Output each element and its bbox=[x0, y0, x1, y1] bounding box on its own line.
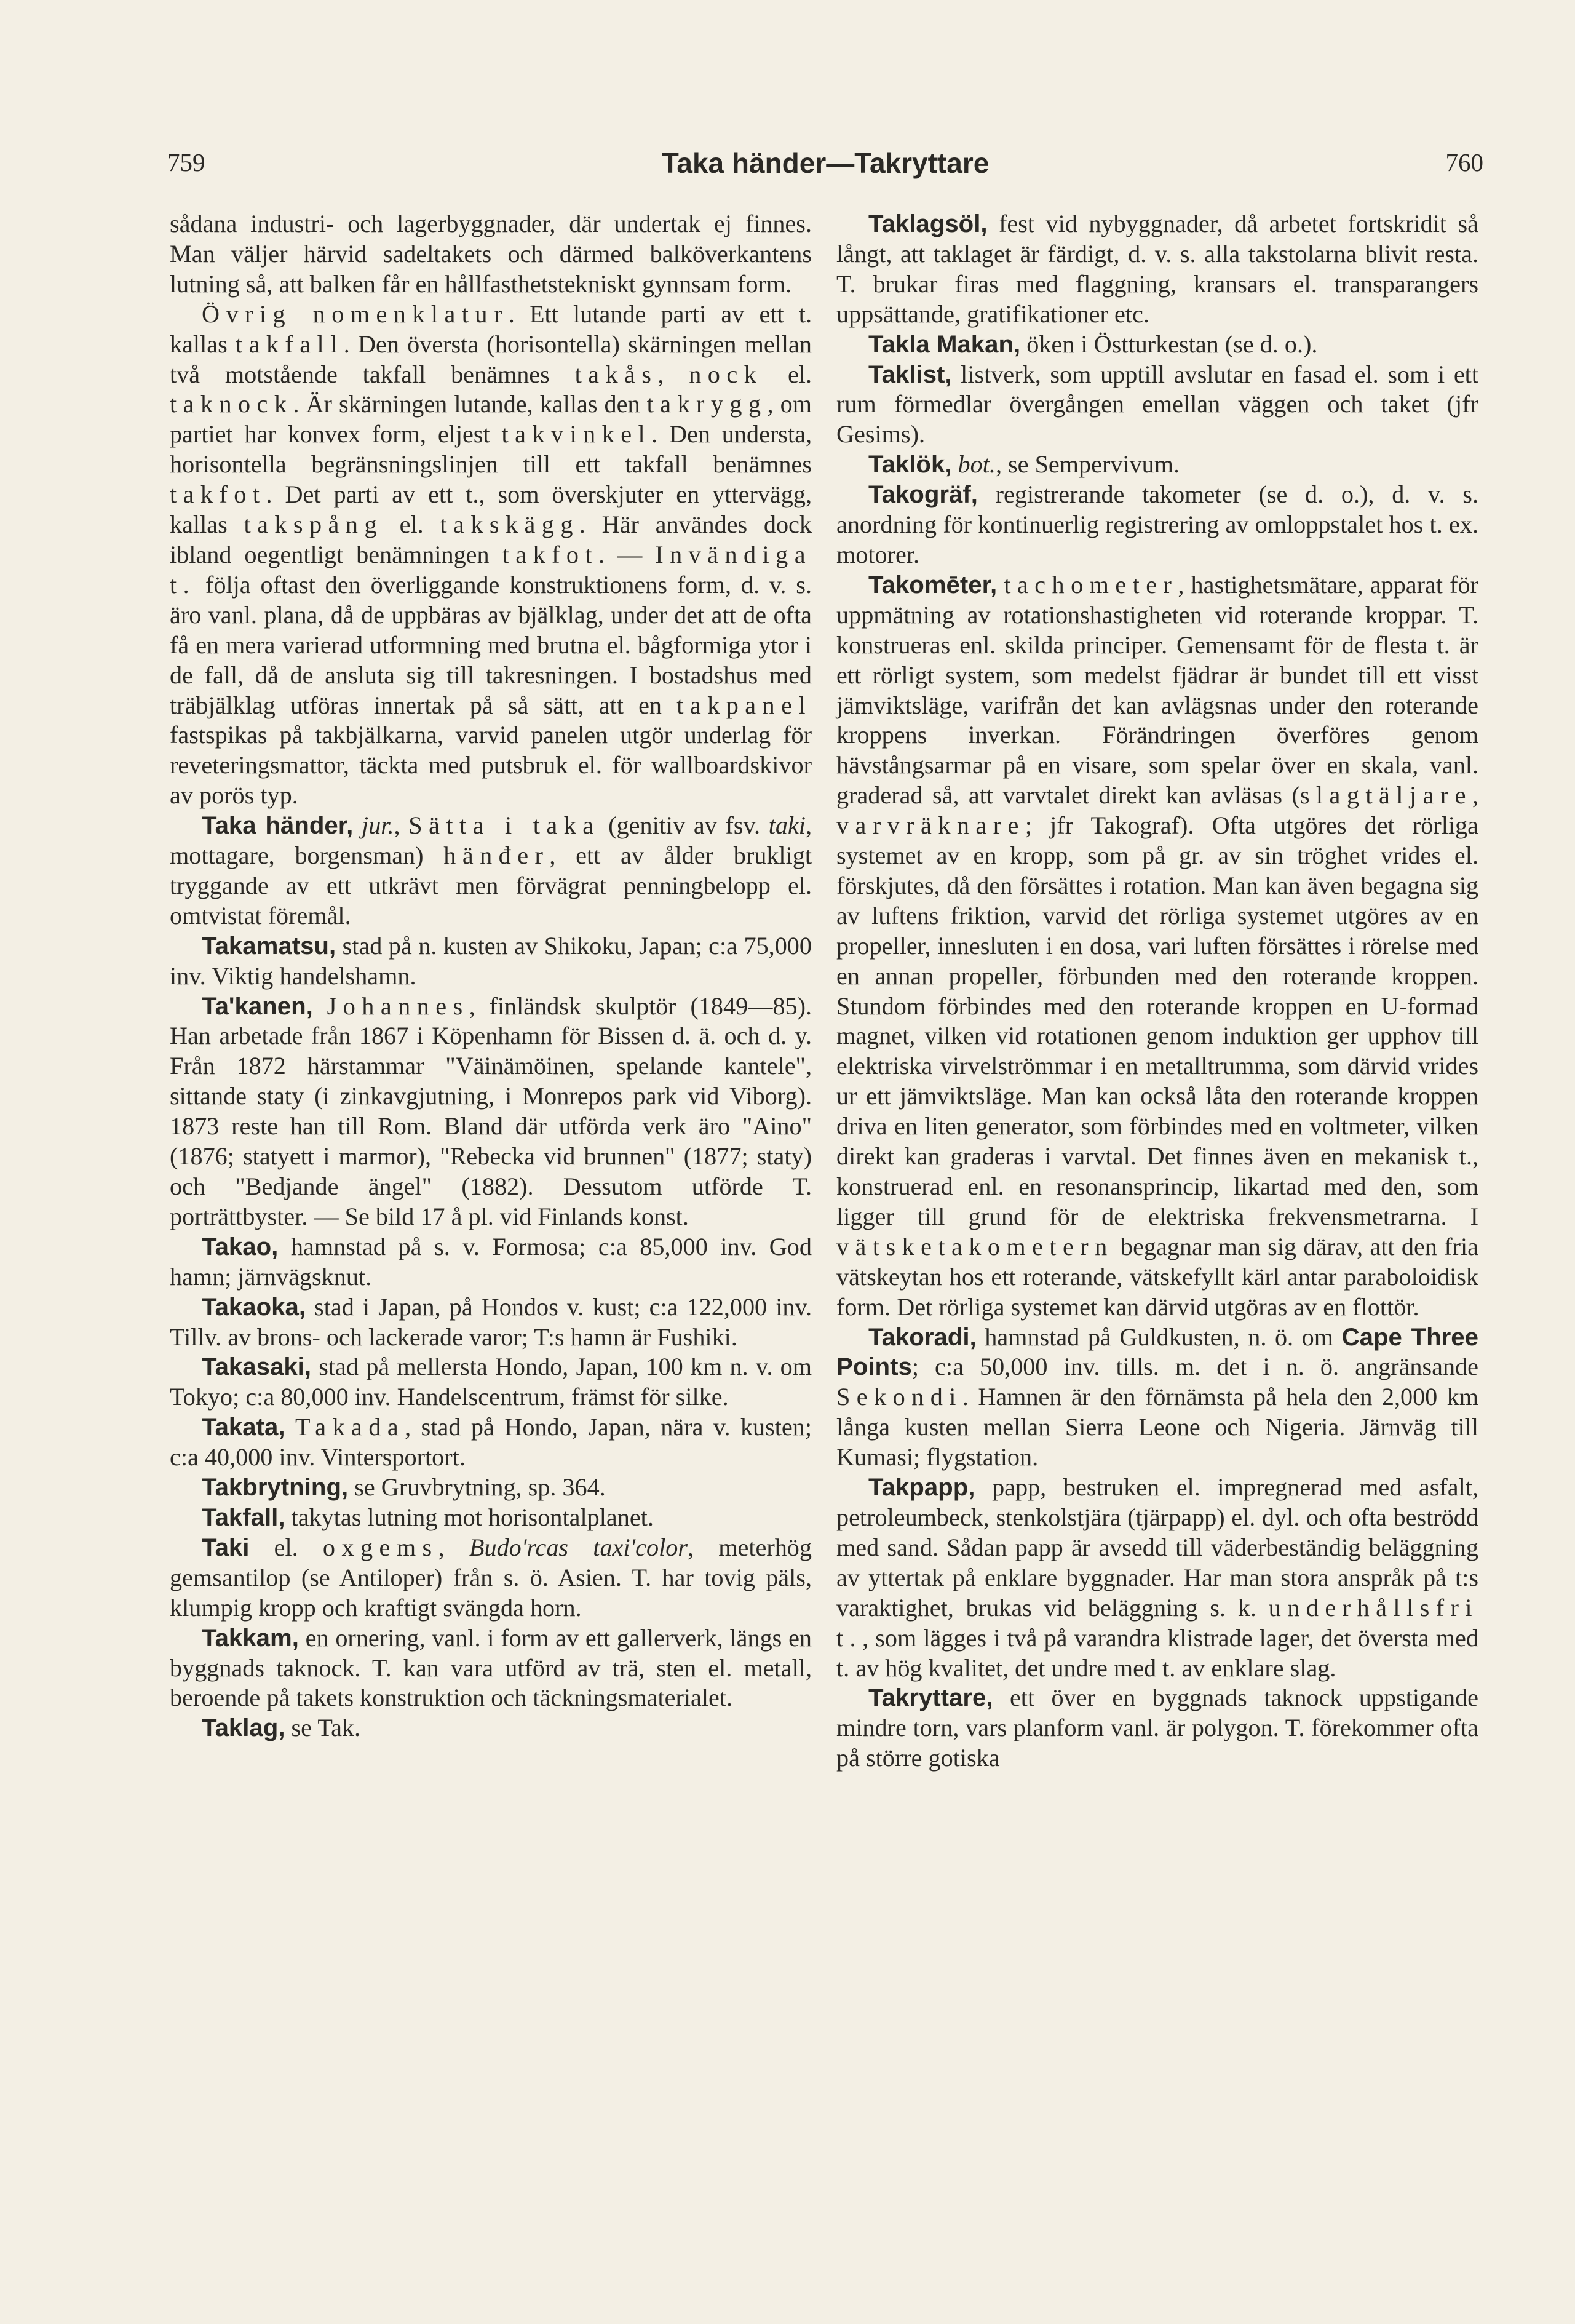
entry-text: ett över en byggnads taknock uppstigande mindre torn, vars planform vanl. är polygon. T. förekommer ofta på större gotiska bbox=[836, 1684, 1478, 1772]
entry-text: vätsketakometern bbox=[836, 1232, 1114, 1260]
entry-text: stad på mellersta Hondo, Japan, 100 km n. v. om Tokyo; c:a 80,000 inv. Handelscentrum, främst för silke. bbox=[170, 1353, 812, 1411]
entry-paragraph bbox=[836, 1323, 1478, 1473]
entry-headword: Takla Makan, bbox=[868, 330, 1021, 358]
entry-text bbox=[285, 1413, 295, 1441]
entry-text: . Den understa, horisontella begränsningslinjen till ett takfall benämnes bbox=[170, 420, 812, 479]
entry-headword: Takfall, bbox=[202, 1503, 285, 1531]
entry-text: takvinkel bbox=[501, 420, 652, 448]
entry-text: el. bbox=[383, 511, 440, 539]
entry-headword: Takbrytning, bbox=[202, 1473, 349, 1502]
entry-text bbox=[997, 571, 1004, 599]
entry-paragraph bbox=[836, 1473, 1478, 1683]
entry-paragraph bbox=[170, 811, 812, 931]
entry-paragraph bbox=[170, 209, 812, 300]
page-number-left: 759 bbox=[167, 148, 205, 177]
entry-headword: Takamatsu, bbox=[202, 931, 336, 960]
entry-text: . Det parti av ett t., som överskjuter en yttervägg, kallas bbox=[170, 480, 812, 539]
entry-text: sådana industri- och lagerbyggnader, där undertak ej finnes. Man väljer härvid sadeltakets och därmed balköverkantens lutning så, att balken får en hållfasthetstekniskt gynnsam form. bbox=[170, 210, 812, 298]
entry-text: , bbox=[438, 1533, 469, 1561]
entry-text: , se Sempervivum. bbox=[995, 450, 1180, 479]
entry-paragraph bbox=[170, 931, 812, 992]
entry-text: hänđer bbox=[443, 842, 550, 870]
entry-text bbox=[353, 811, 362, 839]
entry-paragraph bbox=[170, 1352, 812, 1412]
entry-paragraph bbox=[170, 1623, 812, 1714]
entry-text: . Hamnen är den förnämsta på hela den 2,000 km långa kusten mellan Sierra Leone och Nigeria. Järnväg till Kumasi; flygstation. bbox=[836, 1383, 1478, 1471]
left-column bbox=[170, 209, 812, 1743]
entry-paragraph bbox=[836, 209, 1478, 330]
entry-headword: Ta'kanen, bbox=[202, 992, 313, 1020]
entry-text: , finländsk skulptör (1849—85). Han arbetade från 1867 i Köpenhamn för Bissen d. ä. och d. y. Från 1872 härstammar "Väinämöinen, spelande kantele", sittande staty (i zinkavgjutning, i Monrepos park vid Viborg). 1873 reste han till Rom. Bland där utförda verk äro "Aino" (1876; statyett i marmor), "Rebecka vid brunnen" (1877; staty) och "Bedjande ängel" (1882). Dessutom utförde T. porträttbyster. — Se bild 17 å pl. vid Finlands konst. bbox=[170, 992, 812, 1230]
entry-text: ; c:a 50,000 inv. tills. m. det i n. ö. angränsande bbox=[911, 1353, 1478, 1381]
entry-headword: Takpapp, bbox=[868, 1473, 975, 1502]
entry-text: . — bbox=[598, 540, 656, 568]
entry-text: ; jfr Takograf). Ofta utgöres det rörliga systemet av en kropp, som på gr. av sin tröghet vrides el. förskjutes, då den försättes i rotation. Man kan även begagna sig av luftens friktion, varvid det rörliga systemet utgöres av en propeller, innesluten i en dosa, vari luften försättes i rörelse med en annan propeller, förbunden med den roterande kroppen. Stundom förbindes med den roterande kroppen en U-formad magnet, vilken vid rotationen genom induktion ger upphov till elektriska virvelströmmar i en metalltrumma, som därvid vrides ur ett jämviktsläge. Man kan också låta den roterande kroppen driva en liten generator, som förbindes med en voltmeter, vilken direkt kan graderas i varvtal. Det finnes även en mekanisk t., konstruerad enl. en resonansprincip, likartad med den, som ligger till grund för de elektriska frekvensmetrarna. I bbox=[836, 811, 1478, 1230]
entry-text: bot. bbox=[958, 450, 996, 479]
entry-text: takrygg bbox=[646, 390, 768, 418]
entry-paragraph bbox=[836, 360, 1478, 450]
entry-headword: Takogräf, bbox=[868, 480, 978, 509]
entry-headword: Takryttare, bbox=[868, 1684, 993, 1712]
entry-text: Invändiga t. bbox=[170, 540, 812, 599]
entry-text bbox=[952, 450, 958, 478]
entry-text: takfot bbox=[502, 540, 599, 568]
entry-paragraph bbox=[836, 450, 1478, 480]
entry-headword: Taklag, bbox=[202, 1714, 285, 1742]
entry-text: Sätta i taka bbox=[408, 811, 600, 840]
entry-paragraph bbox=[170, 1292, 812, 1353]
entry-paragraph bbox=[170, 1232, 812, 1292]
entry-paragraph bbox=[170, 1713, 812, 1743]
entry-text: , bbox=[657, 360, 689, 388]
page-number-right: 760 bbox=[1445, 148, 1483, 177]
entry-text: se Tak. bbox=[285, 1714, 361, 1742]
entry-text: . Här användes dock ibland oegentligt benämningen bbox=[170, 511, 812, 568]
entry-paragraph bbox=[170, 300, 812, 811]
entry-text: , bbox=[394, 811, 409, 840]
entry-text: öken i Östturkestan (se d. o.). bbox=[1020, 330, 1318, 358]
entry-headword: Takata, bbox=[202, 1413, 285, 1441]
entry-text: el. bbox=[249, 1533, 323, 1561]
entry-text: varvräknare bbox=[836, 811, 1025, 840]
entry-paragraph bbox=[836, 330, 1478, 360]
entry-text bbox=[313, 992, 327, 1020]
right-column bbox=[836, 209, 1478, 1773]
entry-text: , ett av ålder brukligt tryggande av ett utkrävt men förvägrat penningbelopp el. omtvistat föremål. bbox=[170, 842, 812, 929]
entry-headword: Takao, bbox=[202, 1232, 279, 1260]
entry-text: el. bbox=[763, 360, 812, 388]
running-title: Taka händer—Takryttare bbox=[661, 147, 990, 179]
entry-text: takytas lutning mot horisontalplanet. bbox=[285, 1503, 654, 1531]
entry-text: tachometer bbox=[1004, 570, 1178, 599]
entry-text: , bbox=[1472, 781, 1478, 810]
entry-text: fest vid nybyggnader, då arbetet fortskridit så långt, att taklaget är färdigt, d. v. s. alla takstolarna blivit resta. T. brukar firas med flaggning, kransars el. transparangers uppsättande, gratifikationer etc. bbox=[836, 210, 1478, 328]
entry-text: fastspikas på takbjälkarna, varvid panelen utgör underlag för reveteringsmattor, täckta med putsbruk el. för wallboardskivor av porös typ. bbox=[170, 721, 812, 810]
entry-text: se Gruvbrytning, sp. 364. bbox=[348, 1473, 606, 1502]
entry-text: stad i Japan, på Hondos v. kust; c:a 122,000 inv. Tillv. av brons- och lackerade varor; T:s hamn är Fushiki. bbox=[170, 1292, 812, 1351]
entry-text: , meterhög gemsantilop (se Antiloper) från s. ö. Asien. T. har tovig päls, klumpig kropp och kraftigt svängda horn. bbox=[170, 1533, 812, 1622]
entry-text: Takada bbox=[295, 1413, 405, 1441]
entry-headword: Cape Three Points bbox=[836, 1323, 1479, 1381]
entry-paragraph bbox=[170, 1503, 812, 1533]
entry-text: listverk, som upptill avslutar en fasad el. som i ett rum förmedlar övergången emellan väggen och taket (jfr Gesims). bbox=[836, 360, 1478, 448]
entry-text: takfall bbox=[235, 330, 344, 358]
entry-headword: Taklök, bbox=[868, 450, 952, 479]
entry-text: papp, bestruken el. impregnerad med asfalt, petroleumbeck, stenkolstjära (tjärpapp) el. dyl. och ofta beströdd med sand. Sådan papp är avsedd till väderbeständig beläggning av yttertak på enklare byggnader. Har man stora anspråk på t:s varaktighet, brukas vid beläggning s. k. bbox=[836, 1473, 1478, 1622]
entry-paragraph bbox=[836, 570, 1478, 1323]
entry-headword: Takasaki, bbox=[202, 1353, 311, 1381]
entry-text: nock bbox=[689, 360, 763, 388]
entry-text: Budo'rcas taxi'color bbox=[469, 1533, 688, 1561]
entry-text: slagtäljare bbox=[1299, 781, 1472, 810]
entry-text: , om partiet har konvex form, eljest bbox=[170, 390, 812, 448]
entry-text: taki bbox=[768, 811, 806, 840]
entry-headword: Taka händer, bbox=[202, 811, 354, 840]
entry-text: registrerande takometer (se d. o.), d. v. s. anordning för kontinuerlig registrering av omloppstalet hos t. ex. motorer. bbox=[836, 480, 1478, 568]
entry-text: takspång bbox=[244, 511, 383, 539]
entry-text: . Är skärningen lutande, kallas den bbox=[293, 390, 647, 418]
entry-text: . Den översta (horisontella) skärningen mellan två motstående takfall benämnes bbox=[170, 330, 812, 388]
entry-text: jur. bbox=[362, 811, 394, 840]
entry-text: takpanel bbox=[676, 691, 812, 719]
entry-text: takås bbox=[574, 360, 658, 388]
entry-paragraph bbox=[170, 1412, 812, 1473]
page-header bbox=[167, 148, 1483, 197]
entry-paragraph bbox=[170, 1473, 812, 1503]
entry-paragraph bbox=[836, 1683, 1478, 1773]
entry-paragraph bbox=[170, 1533, 812, 1623]
entry-text: begagnar man sig därav, att den fria vätskeytan hos ett roterande, vätskefyllt kärl antar paraboloidisk form. Det rörliga systemet kan därvid utgöras av en flottör. bbox=[836, 1232, 1478, 1321]
entry-headword: Taki bbox=[202, 1533, 250, 1561]
entry-text: takskägg bbox=[440, 511, 579, 539]
entry-text: hamnstad på Guldkusten, n. ö. om bbox=[976, 1323, 1342, 1351]
entry-paragraph bbox=[836, 480, 1478, 570]
entry-headword: Taklist, bbox=[868, 360, 952, 388]
entry-text: Johannes bbox=[327, 992, 469, 1020]
entry-headword: Takoradi, bbox=[868, 1323, 977, 1351]
entry-text: Övrig nomenklatur bbox=[202, 300, 509, 328]
entry-headword: Taklagsöl, bbox=[868, 210, 988, 237]
entry-text: , som lägges i två på varandra klistrade lager, det översta med t. av hög kvalitet, det undre med t. av enklare slag. bbox=[836, 1623, 1478, 1682]
entry-text: . Ett lutande parti av ett t. kallas bbox=[170, 300, 812, 358]
entry-text: takfot bbox=[170, 480, 266, 509]
entry-text: , mottagare, borgensman) bbox=[170, 811, 812, 870]
entry-headword: Takomēter, bbox=[868, 570, 998, 599]
entry-text: en ornering, vanl. i form av ett gallerverk, längs en byggnads taknock. T. kan vara utförd av trä, sten el. metall, beroende på takets konstruktion och täckningsmaterialet. bbox=[170, 1623, 812, 1712]
entry-text: hamnstad på s. v. Formosa; c:a 85,000 inv. God hamn; järnvägsknut. bbox=[170, 1232, 812, 1291]
entry-text: taknock bbox=[170, 390, 293, 418]
entry-text: , hastighetsmätare, apparat för uppmätning av rotationshastigheten vid roterande kroppar. T. konstrueras enl. skilda principer. Gemensamt för de flesta t. är ett rörligt system, som medelst fjädrar är bundet till ett visst jämviktsläge, varifrån det kan avlägsnas under den roterande kroppens inverkan. Förändringen överföres genom hävstångsarmar på en visare, som spelar över en skala, vanl. graderad så, att varvtalet direkt kan avläsas ( bbox=[836, 570, 1478, 810]
entry-text: , stad på Hondo, Japan, nära v. kusten; c:a 40,000 inv. Vintersportort. bbox=[170, 1413, 812, 1471]
entry-text: följa oftast den överliggande konstruktionens form, d. v. s. äro vanl. plana, då de uppbäras av bjälklag, under det att de ofta få en mera varierad utformning med brutna el. bågformiga ytor i de fall, då de ansluta sig till takresningen. I bostadshus med träbjälklag utföras innertak på så sätt, att en bbox=[170, 570, 812, 719]
entry-text: stad på n. kusten av Shikoku, Japan; c:a 75,000 inv. Viktig handelshamn. bbox=[170, 931, 812, 990]
entry-paragraph bbox=[170, 992, 812, 1232]
entry-headword: Takaoka, bbox=[202, 1292, 306, 1321]
entry-text: (genitiv av fsv. bbox=[600, 811, 769, 840]
entry-text: Sekondi bbox=[836, 1383, 962, 1411]
entry-text: oxgems bbox=[322, 1533, 438, 1561]
entry-text: underhållsfri t. bbox=[836, 1593, 1478, 1652]
entry-headword: Takkam, bbox=[202, 1623, 299, 1652]
